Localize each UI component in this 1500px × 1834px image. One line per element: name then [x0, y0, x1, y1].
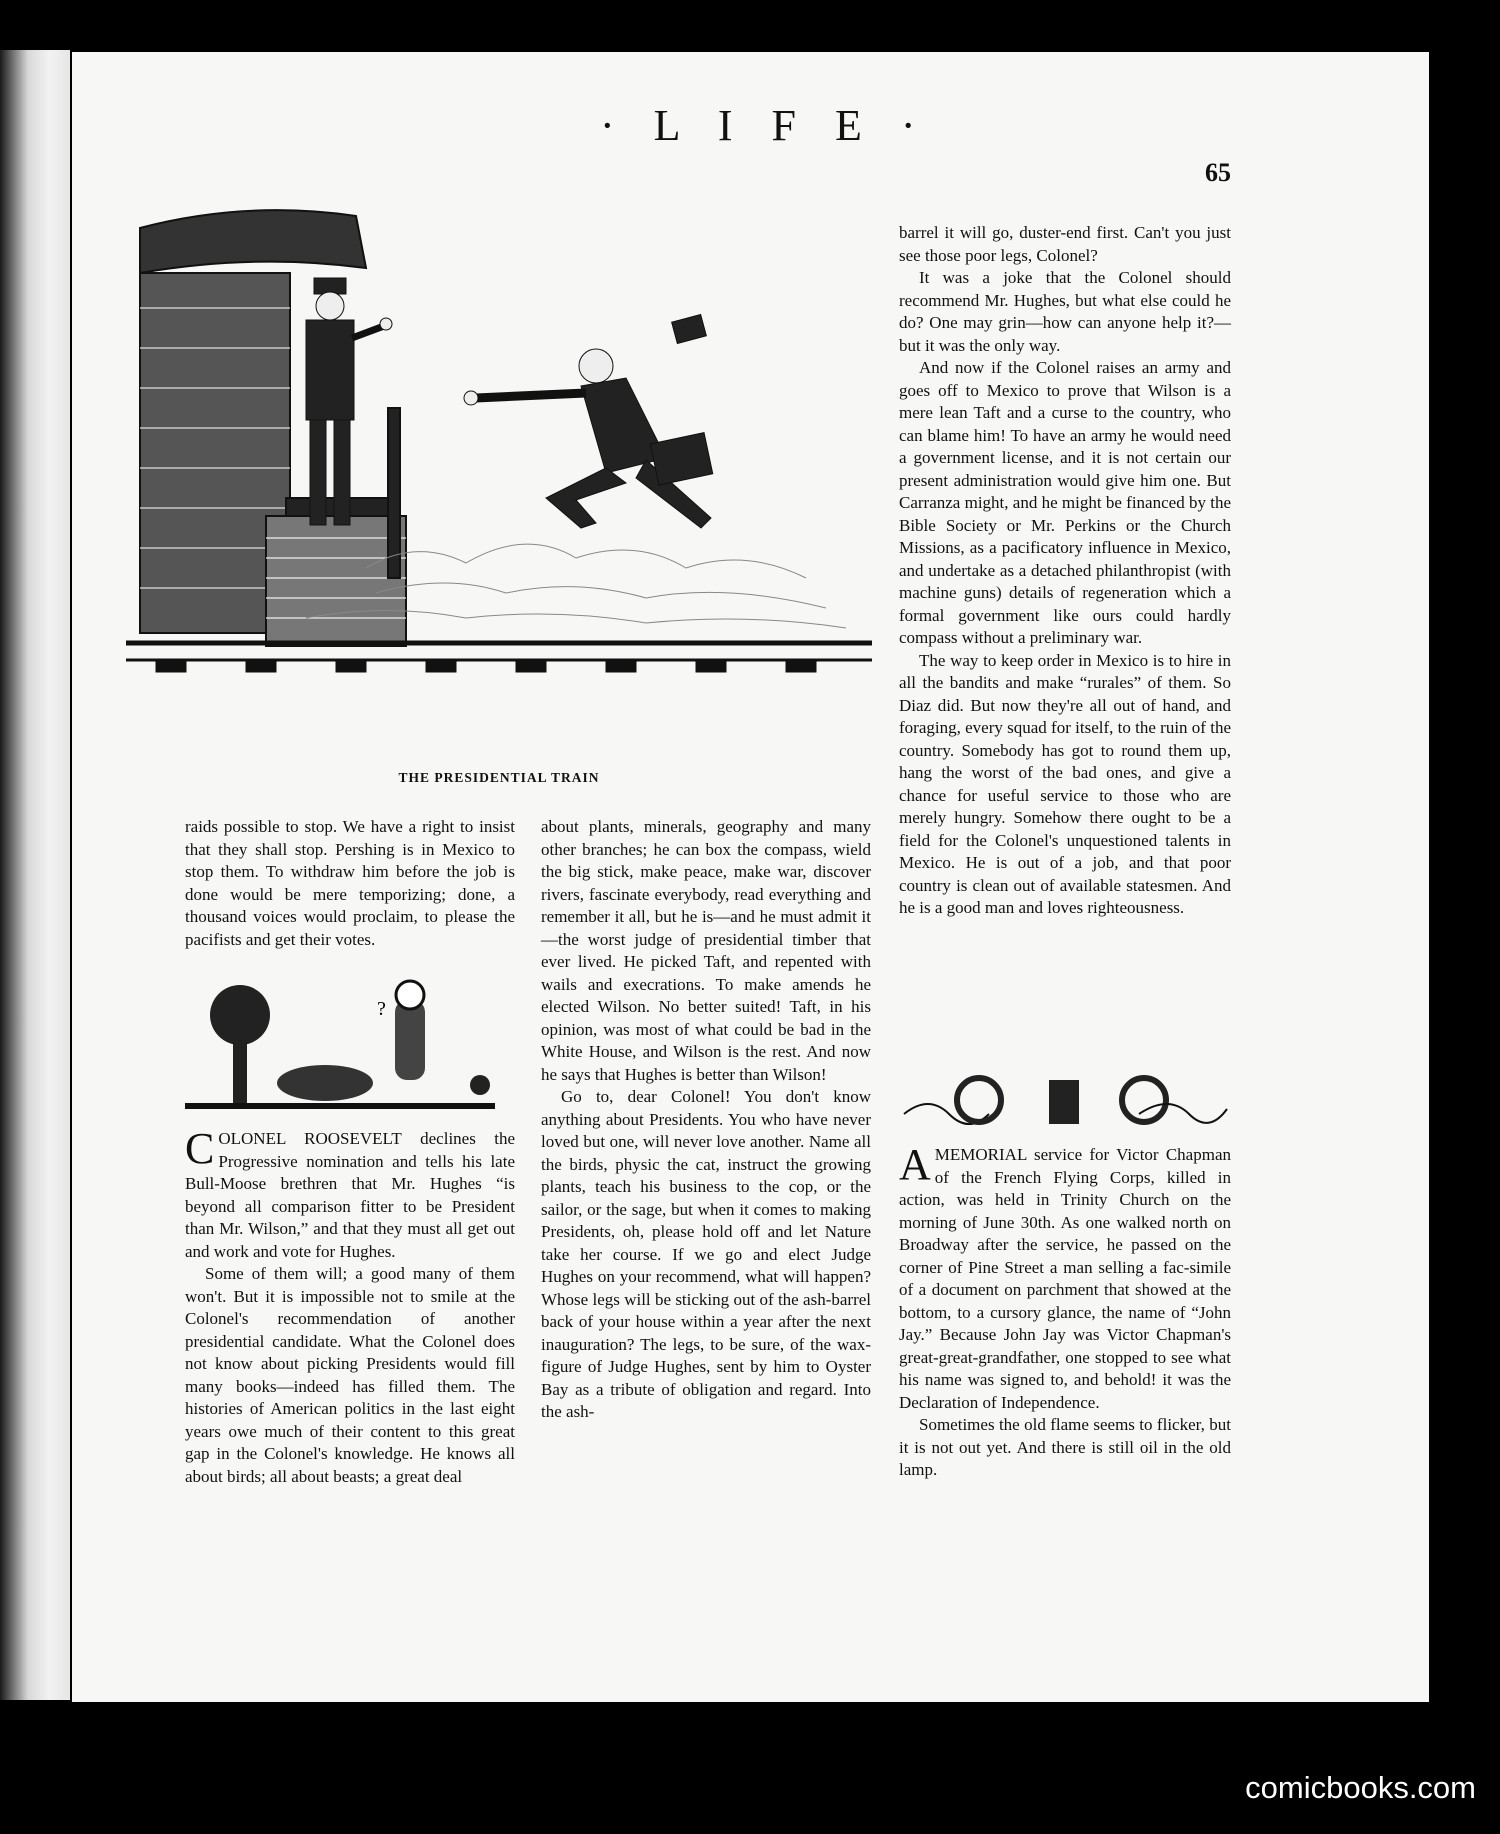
- paragraph: The way to keep order in Mexico is to hire in all the bandits and make “rurales” of them. So Diaz did. But now they're all out of hand, and foraging, every squad for itself, to the ruin of the country. Somebody has got to round them up, hang the worst of the bad ones, and give a chance for useful service to those who are merely hungry. Somehow there ought to be a field for the Colonel's unquestioned talents in Mexico. He is out of a job, and that poor country is clean out of available statesmen. And he is a good man and loves righteousness.: [899, 650, 1231, 917]
- watermark-text: comicbooks.com: [1245, 1770, 1476, 1805]
- paragraph: It was a joke that the Colonel should recommend Mr. Hughes, but what else could he do? One may grin—how can anyone help it?—but it was the only way.: [899, 268, 1231, 355]
- presidential-train-illustration: [126, 198, 872, 764]
- drop-cap: A: [899, 1140, 931, 1189]
- paragraph-text: declines the Progressive nomination and tells his late Bull-Moose brethren that Mr. Hughes “is beyond all comparison fitter to be President than Mr. Wilson,” and that they must all get out and work and vote for Hughes.: [185, 1129, 515, 1261]
- paragraph-roosevelt: [185, 1124, 515, 1263]
- column-2: [541, 816, 871, 1424]
- column-1-bottom: [185, 1124, 515, 1488]
- paragraph: Go to, dear Colonel! You don't know anything about Presidents. You who have never loved but one, will never love another. Name all the birds, physic the cat, instruct the growing plants, teach his business to the cop, or the sailor, or the sage, but when it comes to making Presidents, oh, please hold off and let Nature take her course. If we go and elect Judge Hughes on your recommend, what will happen? Whose legs will be sticking out of the ash-barrel back of your house within a year after the next inauguration? The legs, to be sure, of the wax-figure of Judge Hughes, sent by him to Oyster Bay as a tribute of obligation and regard. Into the ash-: [541, 1087, 871, 1421]
- paragraph: barrel it will go, duster-end first. Can't you just see those poor legs, Colonel?: [899, 223, 1231, 265]
- paragraph: Sometimes the old flame seems to flicker, but it is not out yet. And there is still oil in the old lamp.: [899, 1415, 1231, 1479]
- column-3-bottom: [899, 1140, 1231, 1482]
- paragraph: Some of them will; a good many of them won't. But it is impossible not to smile at the Colonel's recommendation of another presidential candidate. What the Colonel does not know about picking Presidents would fill many books—indeed has filled them. The histories of American politics in the last eight years owe much of their content to this great gap in the Colonel's knowledge. He knows all about birds; all about beasts; a great deal: [185, 1264, 515, 1486]
- masthead-title: · L I F E ·: [600, 101, 930, 150]
- paragraph: And now if the Colonel raises an army and goes off to Mexico to prove that Wilson is a mere lean Taft and a curse to the country, who can blame him! To have an army he would need a government license, and it is not certain our present administration would give him one. But Carranza might, and he might be financed by the Bible Society or Mr. Perkins or the Church Missions, as a pacificatory influence in Mexico, and undertake as a detached philanthropist (with machine guns) details of regeneration which a formal government like ours could hardly compass without a preliminary war.: [899, 358, 1231, 647]
- page-number: 65: [1205, 158, 1231, 187]
- paragraph: raids possible to stop. We have a right to insist that they shall stop. Pershing is in Mexico to stop them. To withdraw him before the job is done would be mere temporizing; done, a thousand voices would proclaim, to please the pacifists and get their votes.: [185, 817, 515, 949]
- drop-cap: C: [185, 1124, 215, 1173]
- paragraph-text: service for Victor Chapman of the French Flying Corps, killed in action, was held in Trinity Church on the morning of June 30th. As one walked north on Broadway after the service, he passed on the corner of Pine Street a man selling a fac-simile of a document on parchment that showed at the bottom, to a cursory glance, the name of “John Jay.” Because John Jay was Victor Chapman's great-great-grandfather, one stopped to see what his name was signed to, and behold! it was the Declaration of Independence.: [899, 1145, 1231, 1412]
- decorative-wreath-ornament: [899, 1064, 1231, 1138]
- lead-in: MEMORIAL: [934, 1145, 1027, 1164]
- svg-text:?: ?: [377, 998, 386, 1020]
- lead-in: OLONEL ROOSEVELT: [218, 1129, 402, 1148]
- column-3-top: [899, 222, 1231, 920]
- paragraph: about plants, minerals, geography and many other branches; he can box the compass, wield the big stick, make peace, make war, discover rivers, fascinate everybody, read everything and remember it all, but he is—and he must admit it—the worst judge of presidential timber that ever lived. He picked Taft, and repented with wails and execrations. To make amends he elected Wilson. No better suited! Taft, in his opinion, was most of what could be bad in the White House, and Wilson is the rest. And now he says that Hughes is better than Wilson!: [541, 817, 871, 1084]
- book-spine-edge: [0, 50, 70, 1700]
- column-1-top: [185, 816, 515, 951]
- paragraph-memorial: [899, 1140, 1231, 1414]
- illustration-caption: THE PRESIDENTIAL TRAIN: [398, 770, 600, 785]
- decorative-vignette-colonel: [185, 975, 515, 1115]
